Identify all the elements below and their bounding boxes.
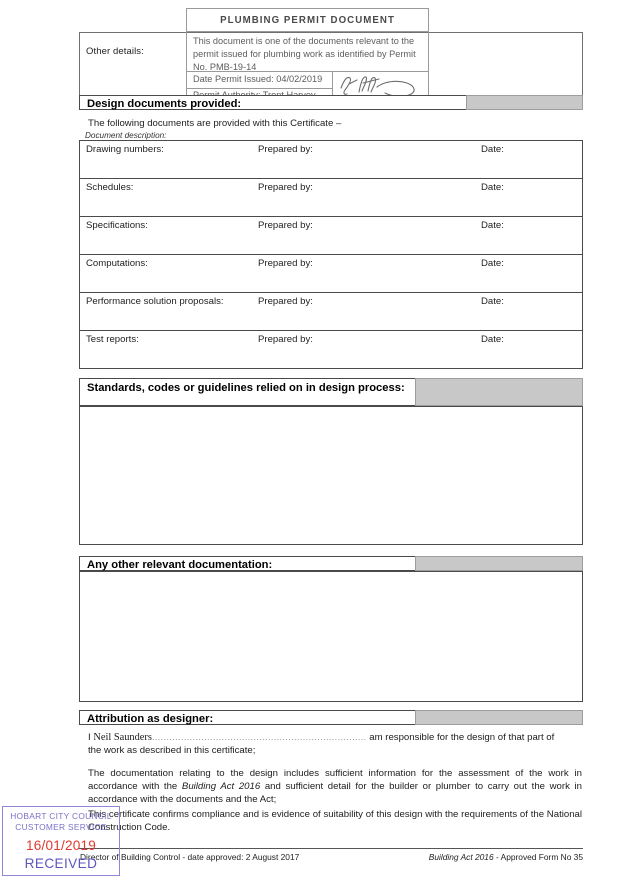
section-header-other-documentation-label: Any other relevant documentation: xyxy=(87,559,273,571)
row-date: Date: xyxy=(481,182,504,193)
footer-form-number: - Approved Form No 35 xyxy=(493,852,583,862)
attribution-paragraph-2: This certificate confirms compliance and is evidence of suitability of this design with the requirements of the National Construction Code. xyxy=(88,809,582,834)
footer-left-text: Director of Building Control - date approved: 2 August 2017 xyxy=(80,852,300,862)
designer-name[interactable]: Neil Saunders xyxy=(93,732,152,743)
row-label: Specifications: xyxy=(86,220,148,231)
row-prepared-by: Prepared by: xyxy=(258,144,313,155)
row-label: Computations: xyxy=(86,258,148,269)
section-header-standards xyxy=(79,378,583,406)
attribution-line1-tail: am responsible for the design of that part of xyxy=(369,732,555,743)
other-documentation-content-area[interactable] xyxy=(79,571,583,702)
footer-right-text xyxy=(429,852,583,862)
plumbing-permit-stamp xyxy=(186,8,429,104)
section-header-design-documents-label: Design documents provided: xyxy=(87,98,242,110)
row-label: Drawing numbers: xyxy=(86,144,164,155)
attribution-paragraph-1 xyxy=(88,767,582,807)
design-documents-intro: The following documents are provided with this Certificate – xyxy=(88,118,342,129)
table-row xyxy=(80,255,582,293)
design-documents-table xyxy=(79,140,583,369)
header-gray-fill xyxy=(415,378,583,406)
paragraph1-before: The documentation relating to the design includes sufficient information for the assessment of the work in accordance with the xyxy=(88,768,582,793)
row-label: Performance solution proposals: xyxy=(86,296,224,307)
attribution-statement-line1 xyxy=(88,732,583,743)
stamp-council-name: HOBART CITY COUNCIL xyxy=(10,811,112,821)
section-header-attribution-label: Attribution as designer: xyxy=(87,713,214,725)
received-stamp xyxy=(2,806,120,876)
header-gray-fill xyxy=(415,556,583,571)
table-row xyxy=(80,179,582,217)
permit-date-issued: Date Permit Issued: 04/02/2019 xyxy=(187,72,333,89)
attribution-statement-line2: the work as described in this certificate; xyxy=(88,745,256,756)
footer-divider xyxy=(79,848,583,849)
dot-leader: .......................................................................... xyxy=(151,732,367,742)
stamp-department: CUSTOMER SERVICE xyxy=(15,822,107,832)
table-row xyxy=(80,331,582,369)
row-date: Date: xyxy=(481,220,504,231)
attribution-prefix: I xyxy=(88,732,91,743)
other-details-label: Other details: xyxy=(86,46,144,57)
header-gray-fill xyxy=(415,710,583,725)
table-row xyxy=(80,293,582,331)
section-header-design-documents xyxy=(79,95,583,110)
row-prepared-by: Prepared by: xyxy=(258,258,313,269)
row-date: Date: xyxy=(481,296,504,307)
section-header-attribution xyxy=(79,710,583,725)
header-gray-fill xyxy=(466,95,583,110)
permit-stamp-title: PLUMBING PERMIT DOCUMENT xyxy=(187,9,428,32)
section-header-other-documentation xyxy=(79,556,583,571)
paragraph1-after: and sufficient detail for the builder or plumber to carry out the work in accordance with the documents and the Act; xyxy=(88,781,582,806)
row-label: Test reports: xyxy=(86,334,139,345)
stamp-date: 16/01/2019 xyxy=(25,838,97,853)
standards-content-area[interactable] xyxy=(79,406,583,545)
row-date: Date: xyxy=(481,144,504,155)
row-prepared-by: Prepared by: xyxy=(258,334,313,345)
building-act-reference: Building Act 2016 xyxy=(181,781,261,793)
table-row xyxy=(80,141,582,179)
row-date: Date: xyxy=(481,258,504,269)
row-prepared-by: Prepared by: xyxy=(258,296,313,307)
row-date: Date: xyxy=(481,334,504,345)
document-description-label: Document description: xyxy=(85,131,167,140)
row-prepared-by: Prepared by: xyxy=(258,220,313,231)
row-label: Schedules: xyxy=(86,182,134,193)
stamp-status: RECEIVED xyxy=(24,856,98,871)
permit-stamp-body: This document is one of the documents relevant to the permit issued for plumbing work as identified by Permit No. PMB-19-14 xyxy=(187,32,428,72)
section-header-standards-label: Standards, codes or guidelines relied on in design process: xyxy=(87,382,405,394)
footer-act-reference: Building Act 2016 xyxy=(428,852,494,862)
row-prepared-by: Prepared by: xyxy=(258,182,313,193)
table-row xyxy=(80,217,582,255)
